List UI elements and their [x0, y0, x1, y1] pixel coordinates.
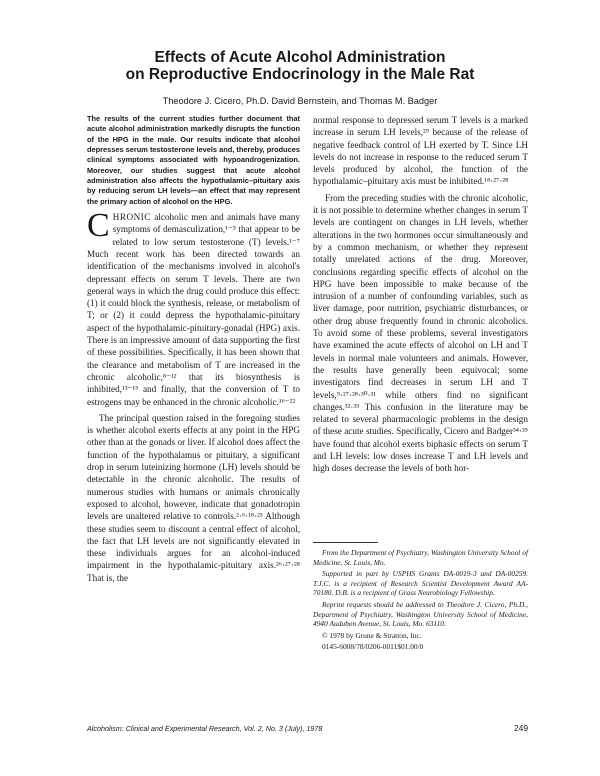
footnote-copyright: © 1978 by Grune & Stratton, Inc. [322, 630, 422, 640]
footnote-reprints: Reprint requests should be addressed to Theodore J. Cicero, Ph.D., Department of Psychiatry, Washington University School of Medicine, 4940 Audubon Avenue, St. Louis, Mo. 63110. [313, 599, 528, 629]
footnote-divider [313, 542, 378, 543]
page-number: 249 [514, 723, 528, 733]
footnote-support: Supported in part by USPHS Grants DA-0019-3 and DA-00259. T.J.C. is a recipient of Research Scientist Development Award AA-70180. D.B. is a recipient of Grass Neurobiology Fellowship. [313, 569, 528, 598]
article-title-line-2: on Reproductive Endocrinology in the Male Rat [125, 66, 475, 83]
footnote-code: 0145-6008/78/0206-0011$01.00/0 [322, 642, 424, 652]
opening-word: HRONIC [112, 212, 151, 223]
body-paragraph-2: The principal question raised in the foregoing studies is whether alcohol exerts effects at any point in the HPG other than at the gonads or liver. If alcohol does affect the function of the hypothalamus or pituitary, a significant drop in serum luteinizing hormone (LH) levels should be detectable in the chronic alcoholic. The results of numerous studies with humans or animals chronically exposed to alcohol, however, indicate that gonadotropin levels are unaltered relative to controls.²·⁶·¹⁸·²³ Although these studies seem to discount a central effect of alcohol, the fact that LH levels are not significantly elevated in these individuals argues for an alcohol-induced impairment in the hypothalamic-pituitary axis.²⁶·²⁷·²⁸ That is, the [87, 412, 300, 583]
drop-cap: C [87, 207, 110, 245]
body-paragraph-3: normal response to depressed serum T levels is a marked increase in serum LH levels,²⁹ because of the release of negative feedback control of LH exerted by T. Since LH levels do not increase in response to the reduced serum T levels produced by alcohol, the function of the hypothalamic–pituitary axis must be inhibited.¹⁸·²⁷·²⁸ [313, 115, 528, 187]
footnotes [313, 548, 528, 654]
body-paragraph-4: From the preceding studies with the chronic alcoholic, it is not possible to determine whether changes in serum T levels are contingent on changes in LH levels, whether alterations in the two hormones occur simultaneously and by a common mechanism, or whether they represent totally unrelated actions of the drug. Moreover, conclusions regarding specific effects of alcohol on the HPG have been impossible to make because of the intrusion of a number of confounding variables, such as liver damage, poor nutrition, psychiatric disturbances, or other drug abuse frequently found in chronic alcoholics. To avoid some of these problems, several investigators have examined the acute effects of alcohol on LH and T levels in normal male volunteers and animals. However, the results have generally been equivocal; some investigators find decreases in serum LH and T levels,⁹·²⁷·²⁸·³⁰·³¹ while others find no significant changes.³²·³³ This confusion in the literature may be related to several pharmacologic problems in the design of these acute studies. Specifically, Cicero and Badger³⁴·³⁵ have found that alcohol exerts biphasic effects on serum T and LH levels: low doses increase T and LH levels and high doses decrease the levels of both hor- [313, 192, 528, 474]
left-column [87, 114, 300, 588]
right-column [313, 114, 528, 479]
article-authors: Theodore J. Cicero, Ph.D. David Bernstein, and Thomas M. Badger [162, 96, 438, 106]
abstract: The results of the current studies further document that acute alcohol administration markedly disrupts the function of the HPG in the male. Our results indicate that alcohol depresses serum testosterone levels and, thereby, produces clinical symptoms associated with hypoandrogenization. Moreover, our studies suggest that acute alcohol administration also affects the hypothalamic–pituitary axis by reducing serum LH levels—an effect that may represent the primary action of alcohol on the HPG. [87, 114, 300, 206]
article-title-line-1: Effects of Acute Alcohol Administration [154, 49, 446, 66]
paragraph-1-text: alcoholic men and animals have many symptoms of demasculization,¹⁻⁵ that appear to be related to low serum testosterone (T) levels.¹⁻⁷ Much recent work has been directed towards an identification of the mechanisms involved in alcohol's depressant effects on serum T levels. There are two general ways in which the drug could produce this effect: (1) it could block the synthesis, release, or metabolism of T; or (2) it could depress the hypothalamic-pituitary aspect of the hypothalamic-pituitary-gonadal (HPG) axis. There is an impressive amount of data supporting the first of these possibilities. Specifically, it has been shown that the clearance and metabolism of T are increased in the chronic alcoholic,⁸⁻¹² that its biosynthesis is inhibited,¹³⁻¹⁵ and finally, that the conversion of T to estrogens may be enhanced in the chronic alcoholic.¹⁶⁻²² [87, 212, 300, 407]
body-paragraph-1 [87, 207, 300, 408]
footnote-affiliation: From the Department of Psychiatry, Washington University School of Medicine, St. Louis, Mo. [313, 548, 528, 567]
journal-citation: Alcoholism: Clinical and Experimental Research, Vol. 2, No. 3 (July), 1978 [87, 724, 323, 733]
